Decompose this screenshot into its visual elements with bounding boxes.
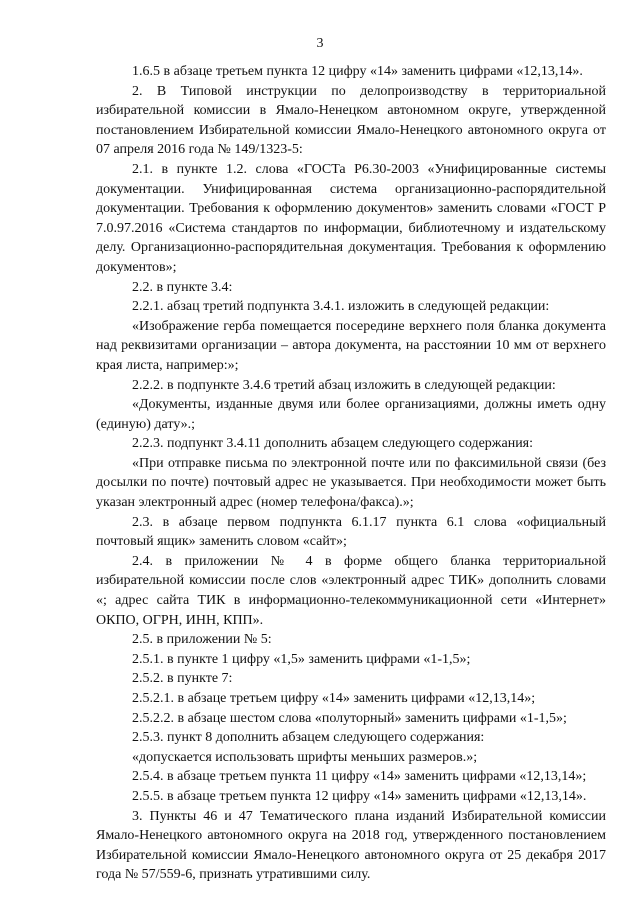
paragraph-2: 2. В Типовой инструкции по делопроизводству в территориальной избирательной комиссии в Ямало-Ненецком автономном округе, утвержденной постановлением Избирательной комиссии Ямало-Ненецкого автономного округа от 07 апреля 2016 года № 149/1323-5: <box>96 83 606 158</box>
paragraph-quote-email: «При отправке письма по электронной почте или по факсимильной связи (без досылки по почте) почтовый адрес не указывается. При необходимости может быть указан электронный адрес (номер телефона/факса).»; <box>96 455 606 511</box>
paragraph-quote-gerb: «Изображение герба помещается посередине верхнего поля бланка документа над реквизитами организации – автора документа, на расстоянии 10 мм от верхнего края листа, например:»; <box>96 318 606 373</box>
paragraph-2-5-4: 2.5.4. в абзаце третьем пункта 11 цифру «14» заменить цифрами «12,13,14»; <box>132 769 587 785</box>
paragraph-2-3: 2.3. в абзаце первом подпункта 6.1.17 пункта 6.1 слова «официальный почтовый ящик» заменить словом «сайт»; <box>96 514 606 550</box>
paragraph-quote-date: «Документы, изданные двумя или более организациями, должны иметь одну (единую) дату».; <box>96 397 606 432</box>
document-body <box>96 62 606 885</box>
paragraph-3: 3. Пункты 46 и 47 Тематического плана изданий Избирательной комиссии Ямало-Ненецкого автономного округа на 2018 год, утвержденного постановлением Избирательной комиссии Ямало-Ненецкого автономного округа от 25 декабря 2017 года № 57/559-6, признать утратившими силу. <box>96 808 606 883</box>
paragraph-2-4: 2.4. в приложении № 4 в форме общего бланка территориальной избирательной комиссии после слов «электронный адрес ТИК» дополнить словами «; адрес сайта ТИК в информационно-телекоммуникационной сети «Интернет» ОКПО, ОГРН, ИНН, КПП». <box>96 553 606 628</box>
paragraph-2-5-2: 2.5.2. в пункте 7: <box>132 671 233 687</box>
paragraph-2-5-1: 2.5.1. в пункте 1 цифру «1,5» заменить цифрами «1-1,5»; <box>132 651 471 667</box>
paragraph-2-2-3: 2.2.3. подпункт 3.4.11 дополнить абзацем следующего содержания: <box>132 436 534 452</box>
paragraph-2-5: 2.5. в приложении № 5: <box>132 632 272 648</box>
paragraph-quote-fonts: «допускается использовать шрифты меньших размеров.»; <box>132 749 478 765</box>
paragraph-1-6-5: 1.6.5 в абзаце третьем пункта 12 цифру «14» заменить цифрами «12,13,14». <box>132 64 583 79</box>
paragraph-2-2-1: 2.2.1. абзац третий подпункта 3.4.1. изложить в следующей редакции: <box>132 299 550 315</box>
paragraph-2-2-2: 2.2.2. в подпункте 3.4.6 третий абзац изложить в следующей редакции: <box>132 377 556 393</box>
paragraph-2-5-3: 2.5.3. пункт 8 дополнить абзацем следующего содержания: <box>132 730 485 746</box>
paragraph-2-1: 2.1. в пункте 1.2. слова «ГОСТа Р6.30-2003 «Унифицированные системы документации. Унифицированная система организационно-распорядительной документации. Требования к оформлению документов» заменить словами «ГОСТ Р 7.0.97.2016 «Система стандартов по информации, библиотечному и издательскому делу. Организационно-распорядительная документация. Требования к оформлению документов»; <box>96 161 606 275</box>
paragraph-2-5-2-2: 2.5.2.2. в абзаце шестом слова «полуторный» заменить цифрами «1-1,5»; <box>132 710 567 726</box>
paragraph-2-5-5: 2.5.5. в абзаце третьем пункта 12 цифру «14» заменить цифрами «12,13,14». <box>132 788 587 804</box>
paragraph-2-2: 2.2. в пункте 3.4: <box>132 279 233 295</box>
paragraph-2-5-2-1: 2.5.2.1. в абзаце третьем цифру «14» заменить цифрами «12,13,14»; <box>132 691 536 706</box>
page-number: 3 <box>316 36 324 51</box>
